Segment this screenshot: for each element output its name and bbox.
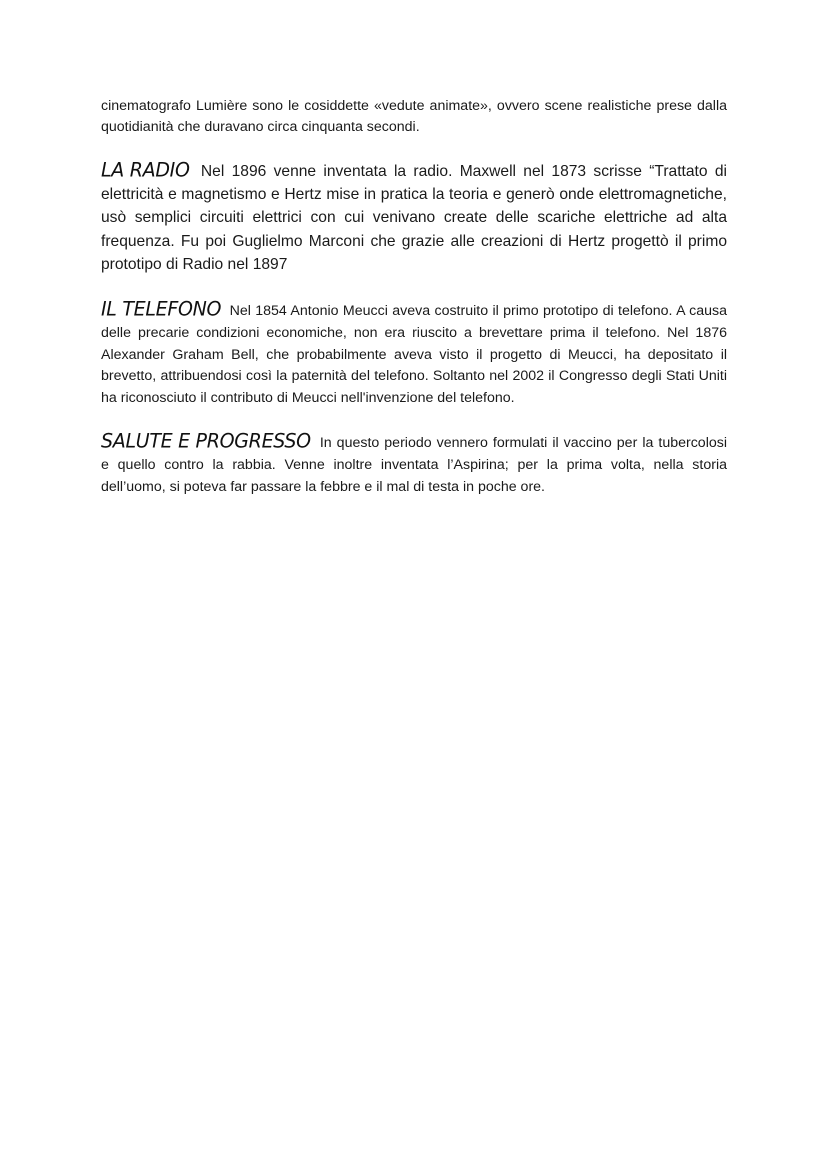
section-heading-telefono: IL TELEFONO	[101, 297, 222, 321]
section-heading-salute: SALUTE E PROGRESSO	[101, 429, 311, 453]
section-text-radio: Nel 1896 venne inventata la radio. Maxwell nel 1873 scrisse “Trattato di elettricità e magnetismo e Hertz mise in pratica la teoria e generò onde elettromagnetiche, usò semplici circuiti elettrici con cui venivano create delle scariche elettriche ad alta frequenza. Fu poi Guglielmo Marconi che grazie alle creazioni di Hertz progettò il primo prototipo di Radio nel 1897	[101, 163, 727, 273]
intro-paragraph: cinematografo Lumière sono le cosiddette «vedute animate», ovvero scene realistiche prese dalla quotidianità che duravano circa cinquanta secondi.	[101, 98, 727, 135]
section-text-salute: In questo periodo vennero formulati il vaccino per la tubercolosi e quello contro la rabbia. Venne inoltre inventata l’Aspirina; per la prima volta, nella storia dell’uomo, si poteva far passare la febbre e il mal di testa in poche ore.	[101, 435, 727, 495]
section-radio	[101, 159, 727, 276]
section-salute	[101, 430, 727, 498]
section-telefono	[101, 299, 727, 410]
section-text-telefono: Nel 1854 Antonio Meucci aveva costruito il primo prototipo di telefono. A causa delle precarie condizioni economiche, non era riuscito a brevettare prima il telefono. Nel 1876 Alexander Graham Bell, che probabilmente aveva visto il progetto di Meucci, ha depositato il brevetto, attribuendosi così la paternità del telefono. Soltanto nel 2002 il Congresso degli Stati Uniti ha riconosciuto il contributo di Meucci nell'invenzione del telefono.	[101, 303, 727, 407]
document-page	[101, 96, 727, 498]
section-heading-radio: LA RADIO	[101, 158, 190, 182]
